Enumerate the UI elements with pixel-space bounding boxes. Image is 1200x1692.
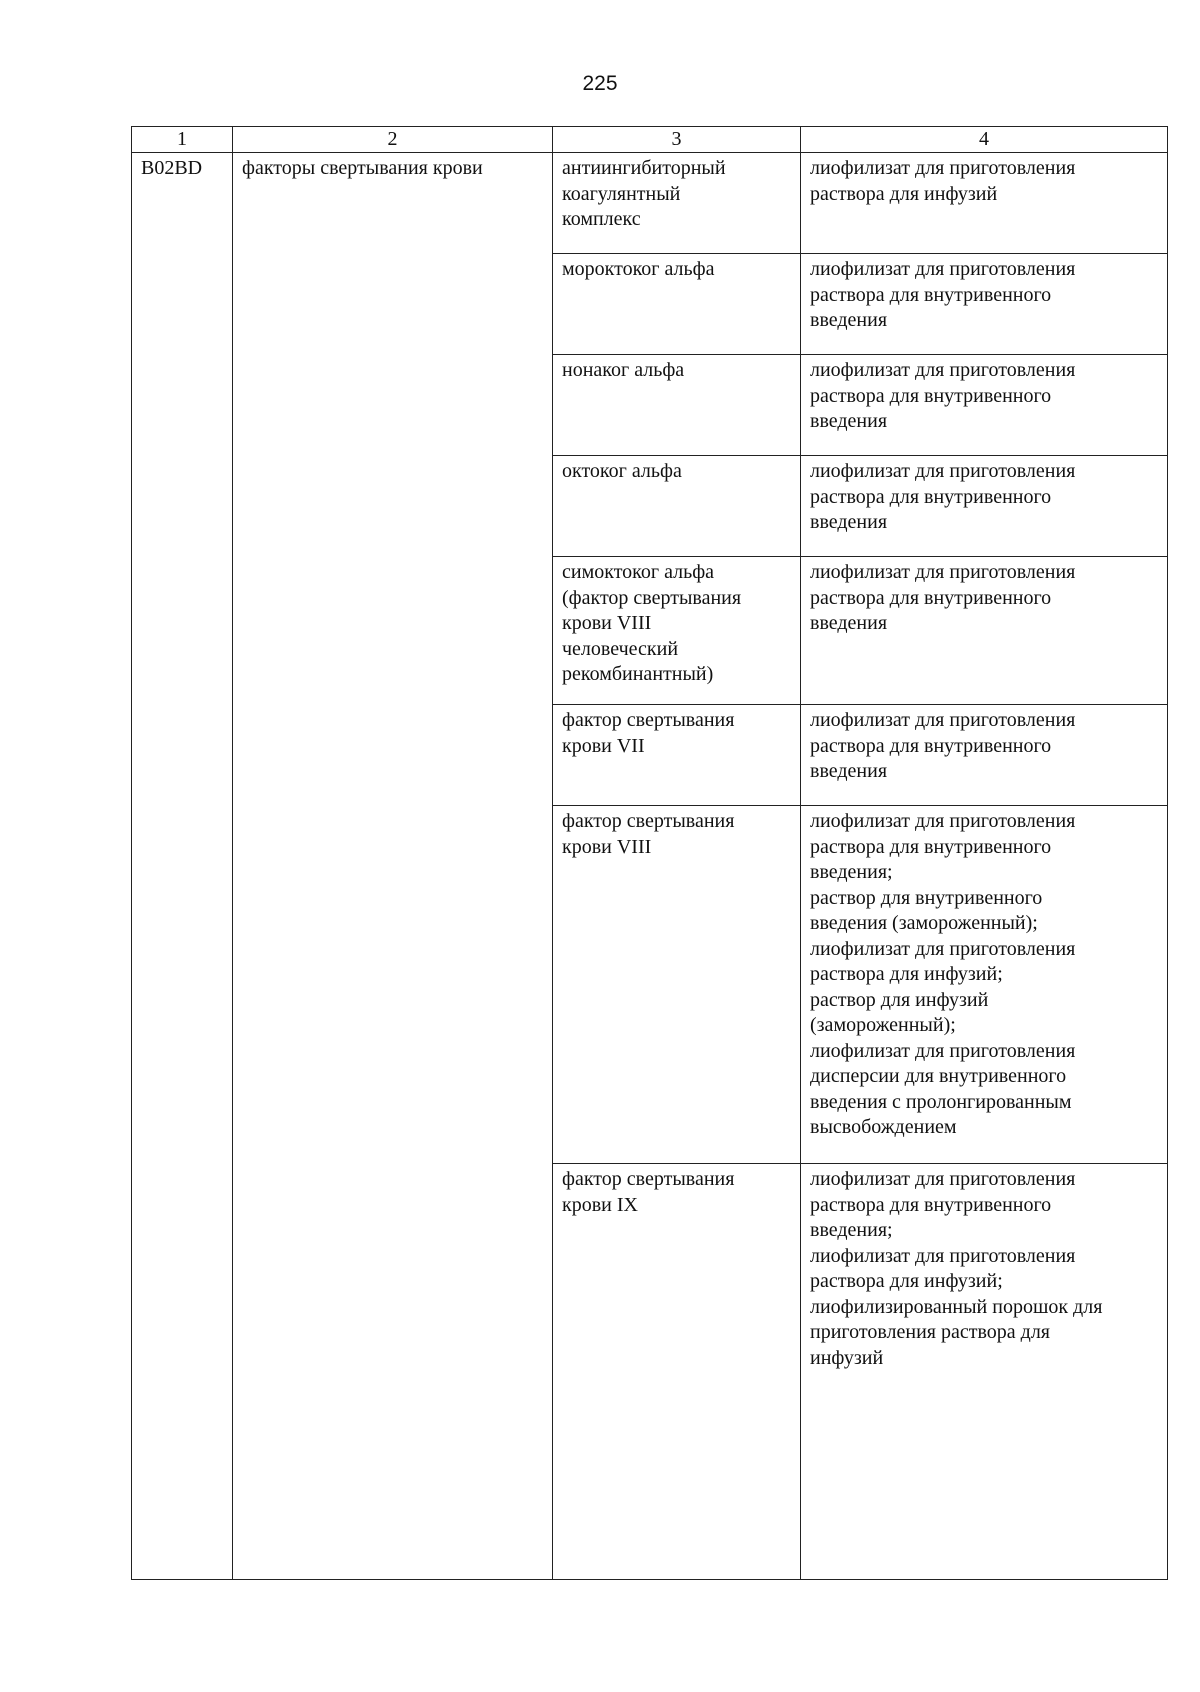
- page-number: 225: [582, 72, 618, 95]
- drug-name-cell: [553, 705, 801, 806]
- dosage-form-cell: [801, 1164, 1168, 1580]
- dosage-form-line: раствор для внутривенного: [810, 886, 1043, 909]
- dosage-form-line: введения (замороженный);: [810, 912, 1038, 934]
- dosage-form-line: лиофилизат для приготовления: [810, 1244, 1076, 1267]
- dosage-form-line: лиофилизат для приготовления: [810, 810, 1076, 832]
- dosage-form-line: раствора для внутривенного: [810, 1193, 1052, 1216]
- drug-name-line: антиингибиторный: [562, 157, 726, 179]
- drug-name-cell: [553, 456, 801, 557]
- dosage-form-line: раствора для инфузий;: [810, 1270, 1003, 1292]
- drug-name-line: фактор свертывания: [562, 1168, 735, 1190]
- dosage-form-cell: [801, 355, 1168, 456]
- dosage-form-line: раствора для инфузий;: [810, 963, 1003, 985]
- dosage-form-cell: [801, 153, 1168, 254]
- table-header-row: [132, 127, 1168, 153]
- drug-name-line: крови IX: [562, 1193, 638, 1216]
- dosage-form-line: раствор для инфузий: [810, 988, 989, 1011]
- dosage-form-line: раствора для инфузий: [810, 182, 998, 205]
- drug-name-cell: [553, 557, 801, 705]
- dosage-form-line: раствора для внутривенного: [810, 835, 1052, 858]
- drug-name-cell: [553, 254, 801, 355]
- column-header-1: 1: [132, 127, 233, 153]
- drug-name-line: рекомбинантный): [562, 663, 714, 685]
- dosage-form-line: лиофилизат для приготовления: [810, 709, 1076, 731]
- drug-table: [131, 126, 1168, 1580]
- dosage-form-line: раствора для внутривенного: [810, 586, 1052, 609]
- drug-name-line: человеческий: [562, 637, 679, 660]
- dosage-form-line: введения: [810, 309, 888, 331]
- dosage-form-cell: [801, 456, 1168, 557]
- group-name-cell: факторы свертывания крови: [233, 153, 553, 1580]
- dosage-form-line: дисперсии для внутривенного: [810, 1065, 1067, 1087]
- dosage-form-line: лиофилизат для приготовления: [810, 1039, 1076, 1062]
- dosage-form-line: лиофилизат для приготовления: [810, 561, 1076, 583]
- dosage-form-line: раствора для внутривенного: [810, 485, 1052, 508]
- table-row: [132, 153, 1168, 254]
- dosage-form-line: инфузий: [810, 1346, 884, 1369]
- dosage-form-line: лиофилизированный порошок для: [810, 1295, 1103, 1318]
- column-header-3: 3: [553, 127, 801, 153]
- dosage-form-line: введения;: [810, 1219, 893, 1241]
- dosage-form-line: лиофилизат для приготовления: [810, 157, 1076, 179]
- drug-name-line: крови VIII: [562, 612, 652, 634]
- drug-name-cell: [553, 153, 801, 254]
- drug-name-line: симоктоког альфа: [562, 561, 715, 583]
- dosage-form-cell: [801, 557, 1168, 705]
- dosage-form-cell: [801, 254, 1168, 355]
- drug-name-cell: [553, 355, 801, 456]
- drug-name-line: октоког альфа: [562, 460, 682, 482]
- dosage-form-line: введения с пролонгированным: [810, 1090, 1072, 1113]
- drug-name-line: коагулянтный: [562, 182, 681, 205]
- dosage-form-line: раствора для внутривенного: [810, 734, 1052, 757]
- dosage-form-line: введения: [810, 612, 888, 634]
- dosage-form-line: введения: [810, 760, 888, 782]
- drug-name-line: нонаког альфа: [562, 359, 685, 381]
- drug-name-line: мороктоког альфа: [562, 258, 715, 280]
- column-header-2: 2: [233, 127, 553, 153]
- dosage-form-line: приготовления раствора для: [810, 1321, 1050, 1343]
- drug-name-line: фактор свертывания: [562, 810, 735, 832]
- dosage-form-cell: [801, 806, 1168, 1164]
- atc-code-cell: B02BD: [132, 153, 233, 1580]
- dosage-form-line: введения: [810, 410, 888, 432]
- dosage-form-line: лиофилизат для приготовления: [810, 937, 1076, 960]
- dosage-form-line: (замороженный);: [810, 1014, 956, 1036]
- dosage-form-line: раствора для внутривенного: [810, 384, 1052, 407]
- dosage-form-line: лиофилизат для приготовления: [810, 359, 1076, 381]
- dosage-form-line: лиофилизат для приготовления: [810, 258, 1076, 280]
- drug-name-cell: [553, 806, 801, 1164]
- dosage-form-line: высвобождением: [810, 1116, 957, 1138]
- column-header-4: 4: [801, 127, 1168, 153]
- dosage-form-line: введения;: [810, 861, 893, 883]
- dosage-form-line: раствора для внутривенного: [810, 283, 1052, 306]
- dosage-form-line: лиофилизат для приготовления: [810, 1168, 1076, 1190]
- drug-name-line: комплекс: [562, 208, 641, 230]
- dosage-form-line: введения: [810, 511, 888, 533]
- drug-name-line: (фактор свертывания: [562, 586, 742, 609]
- drug-name-cell: [553, 1164, 801, 1580]
- drug-name-line: крови VII: [562, 734, 645, 757]
- dosage-form-line: лиофилизат для приготовления: [810, 460, 1076, 482]
- dosage-form-cell: [801, 705, 1168, 806]
- drug-name-line: крови VIII: [562, 835, 652, 858]
- drug-name-line: фактор свертывания: [562, 709, 735, 731]
